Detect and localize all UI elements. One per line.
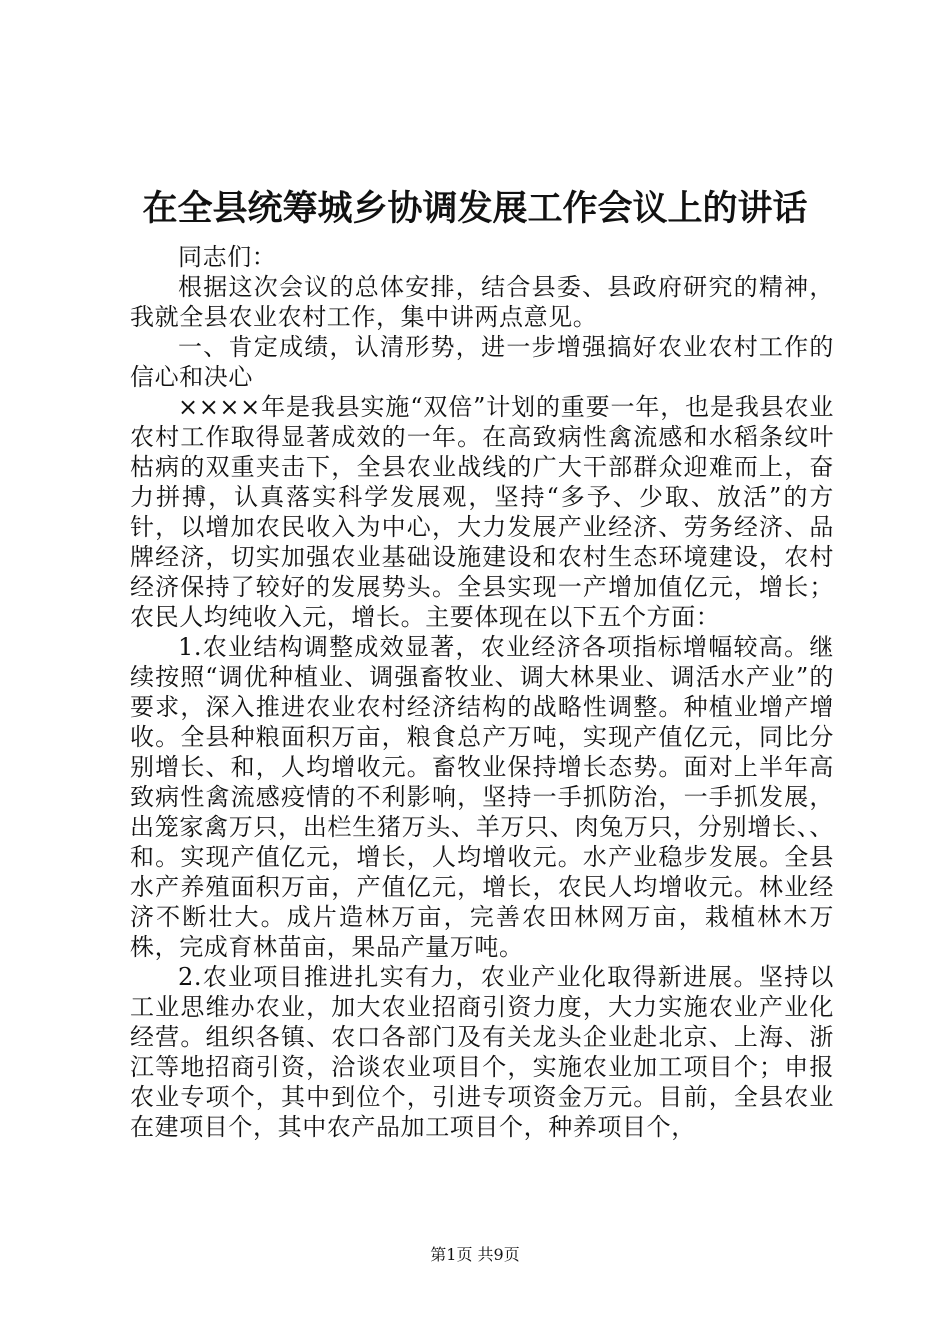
salutation-paragraph: 同志们： bbox=[178, 243, 277, 271]
intro-paragraph: 根据这次会议的总体安排，结合县委、县政府研究的精神，我就全县农业农村工作，集中讲两点意见。 bbox=[130, 273, 834, 331]
page-footer: 第1页 共9页 bbox=[430, 1245, 520, 1264]
document-body bbox=[130, 242, 834, 1142]
point-2-paragraph: 2.农业项目推进扎实有力，农业产业化取得新进展。坚持以工业思维办农业，加大农业招商引资力度，大力实施农业产业化经营。组织各镇、农口各部门及有关龙头企业赴北京、上海、浙江等地招商引资，洽谈农业项目个，实施农业加工项目个；申报农业专项个，其中到位个，引进专项资金万元。目前，全县农业在建项目个，其中农产品加工项目个，种养项目个， bbox=[130, 963, 834, 1141]
overview-paragraph: ××××年是我县实施“双倍”计划的重要一年，也是我县农业农村工作取得显著成效的一年。在高致病性禽流感和水稻条纹叶枯病的双重夹击下，全县农业战线的广大干部群众迎难而上，奋力拼搏，认真落实科学发展观，坚持“多予、少取、放活”的方针，以增加农民收入为中心，大力发展产业经济、劳务经济、品牌经济，切实加强农业基础设施建设和农村生态环境建设，农村经济保持了较好的发展势头。全县实现一产增加值亿元，增长；农民人均纯收入元，增长。主要体现在以下五个方面： bbox=[130, 393, 834, 631]
section-heading-1: 一、肯定成绩，认清形势，进一步增强搞好农业农村工作的信心和决心 bbox=[130, 333, 834, 391]
point-1-paragraph: 1.农业结构调整成效显著，农业经济各项指标增幅较高。继续按照“调优种植业、调强畜牧业、调大林果业、调活水产业”的要求，深入推进农业农村经济结构的战略性调整。种植业增产增收。全县种粮面积万亩，粮食总产万吨，实现产值亿元，同比分别增长、和，人均增收元。畜牧业保持增长态势。面对上半年高致病性禽流感疫情的不利影响，坚持一手抓防治，一手抓发展，出笼家禽万只，出栏生猪万头、羊万只、肉兔万只，分别增长、、和。实现产值亿元，增长，人均增收元。水产业稳步发展。全县水产养殖面积万亩，产值亿元，增长，农民人均增收元。林业经济不断壮大。成片造林万亩，完善农田林网万亩，栽植林木万株，完成育林苗亩，果品产量万吨。 bbox=[130, 633, 834, 961]
document-title: 在全县统筹城乡协调发展工作会议上的讲话 bbox=[142, 188, 808, 229]
